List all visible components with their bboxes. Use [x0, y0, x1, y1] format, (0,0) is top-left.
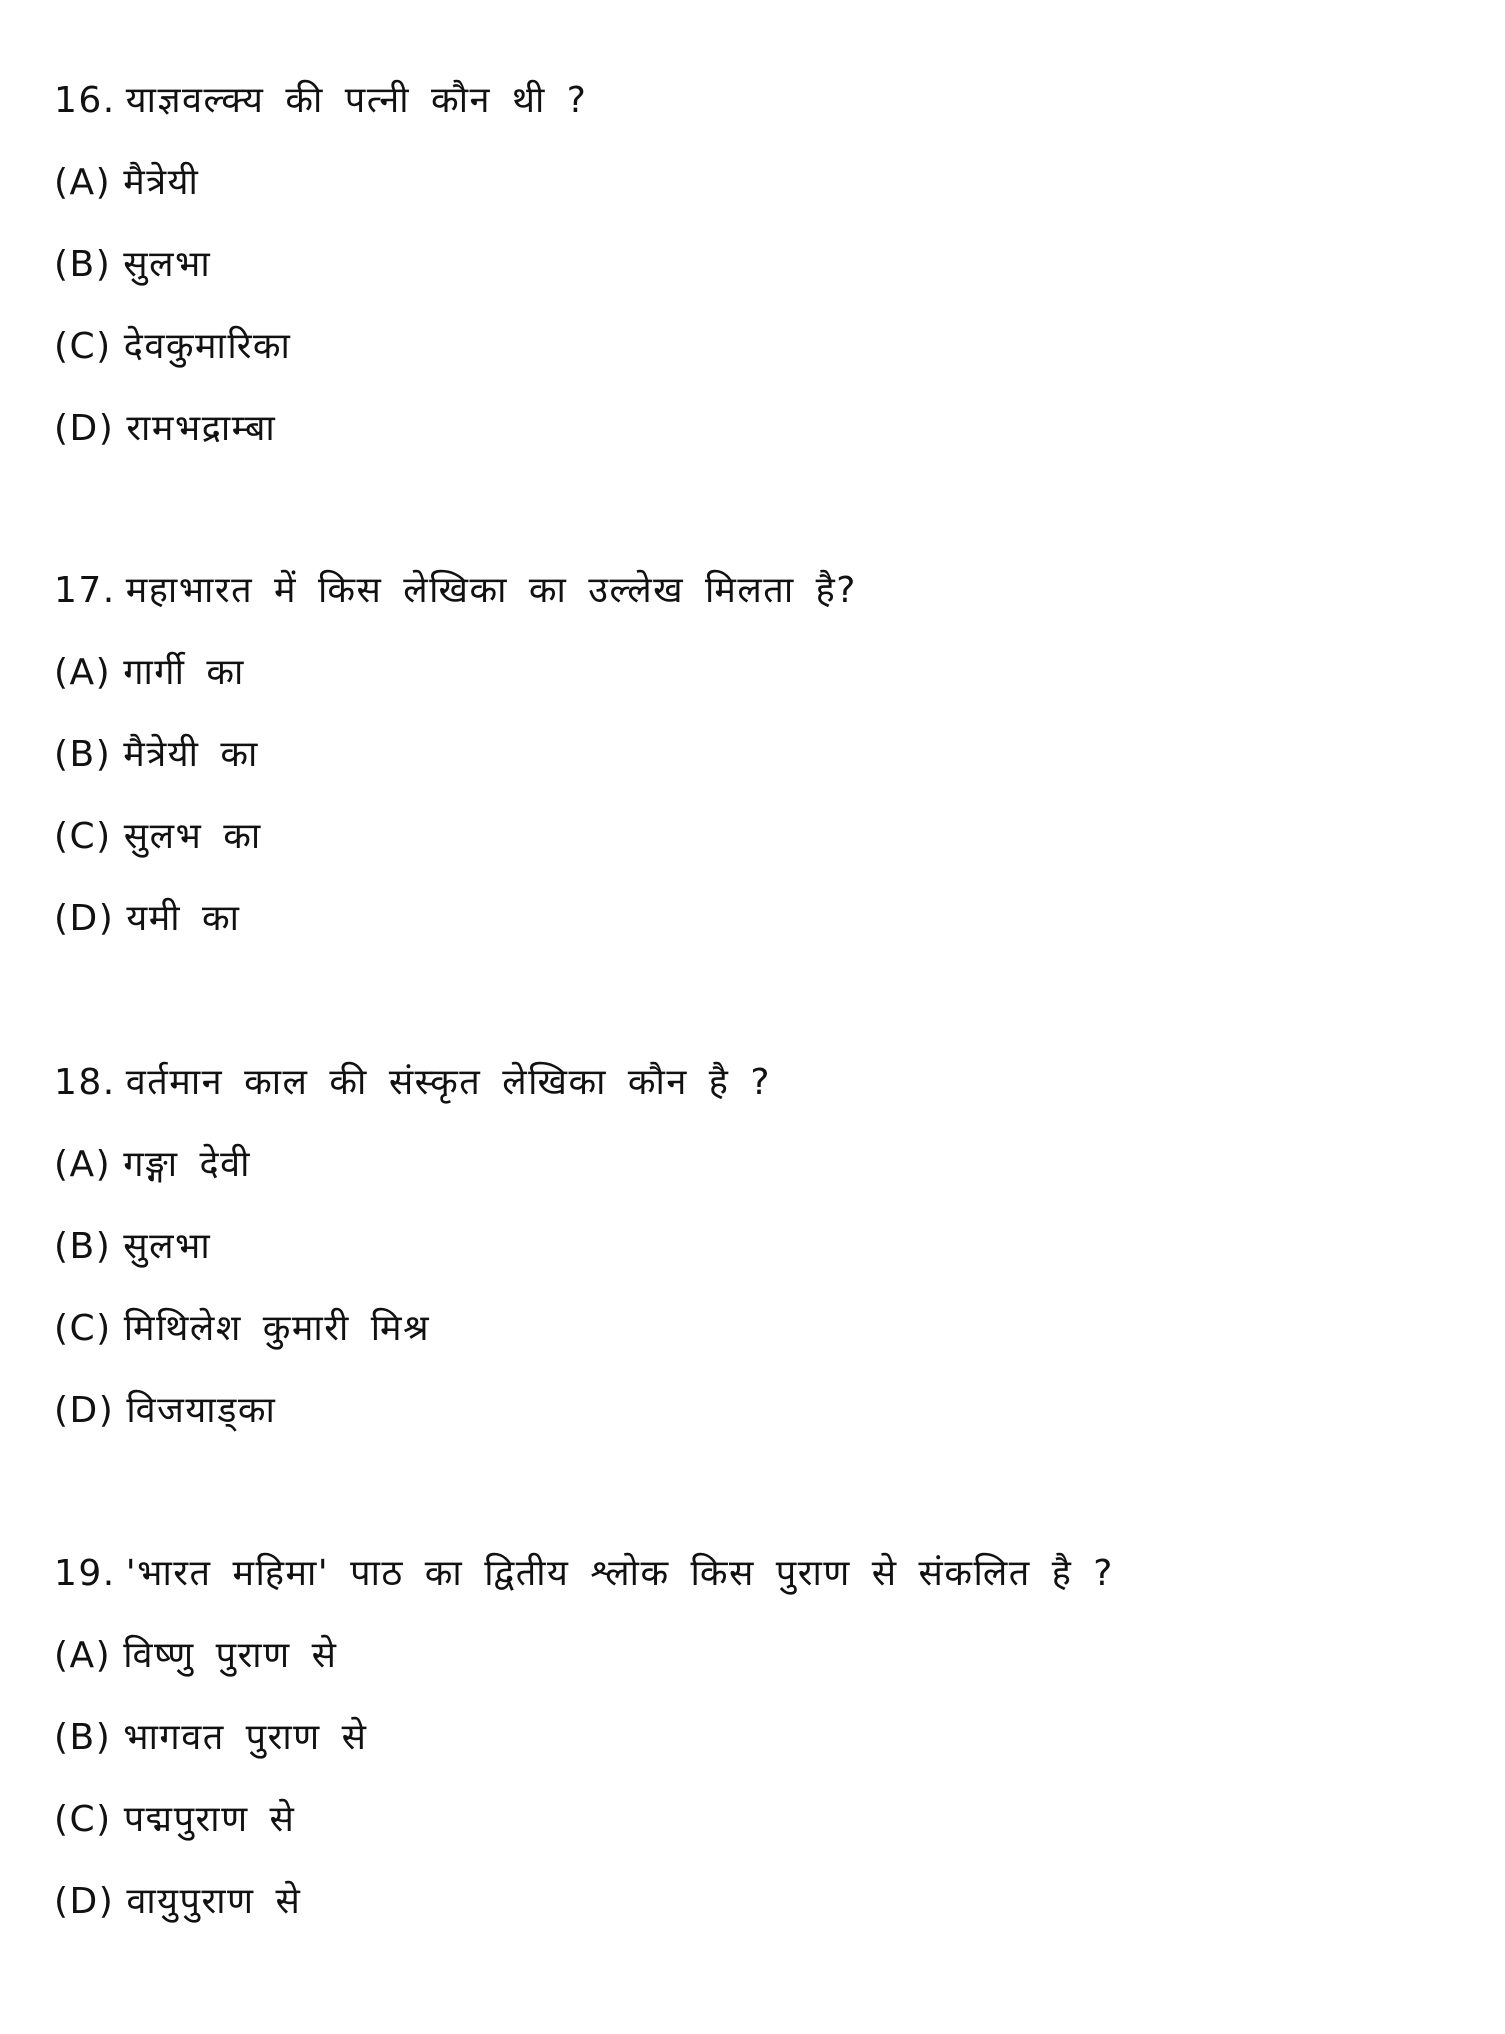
option-text: सुलभा	[123, 244, 212, 285]
option-label: (A)	[54, 652, 112, 693]
option-text: मैत्रेयी	[123, 162, 200, 203]
option-d	[54, 1871, 1454, 1953]
option-a	[54, 642, 1454, 724]
question-text: याज्ञवल्क्य की पत्नी कौन थी ?	[125, 80, 588, 121]
option-a	[54, 152, 1454, 234]
option-label: (A)	[54, 1635, 112, 1676]
question-number: 18.	[54, 1062, 116, 1103]
option-b	[54, 724, 1454, 806]
option-d	[54, 888, 1454, 970]
option-text: वायुपुराण से	[126, 1881, 302, 1922]
option-c	[54, 806, 1454, 888]
option-text: सुलभ का	[123, 816, 262, 857]
option-d	[54, 1380, 1454, 1462]
question-text: महाभारत में किस लेखिका का उल्लेख मिलता है?	[125, 570, 857, 611]
option-label: (A)	[54, 1144, 112, 1185]
option-text: रामभद्राम्बा	[126, 408, 277, 449]
option-label: (B)	[54, 244, 112, 285]
option-b	[54, 234, 1454, 316]
option-text: मिथिलेश कुमारी मिश्र	[123, 1308, 431, 1349]
option-text: भागवत पुराण से	[123, 1717, 368, 1758]
option-text: मैत्रेयी का	[123, 734, 259, 775]
option-label: (B)	[54, 734, 112, 775]
option-text: पद्मपुराण से	[123, 1799, 296, 1840]
question-18	[54, 1052, 1454, 1462]
option-text: देवकुमारिका	[123, 326, 292, 367]
option-text: गङ्गा देवी	[123, 1144, 251, 1185]
option-label: (C)	[54, 816, 112, 857]
option-label: (C)	[54, 1308, 112, 1349]
option-label: (D)	[54, 1390, 115, 1431]
question-stem	[54, 1052, 1454, 1134]
option-text: गार्गी का	[123, 652, 245, 693]
question-stem	[54, 1543, 1454, 1625]
option-label: (B)	[54, 1226, 112, 1267]
option-label: (A)	[54, 162, 112, 203]
option-b	[54, 1707, 1454, 1789]
question-number: 16.	[54, 80, 116, 121]
question-text: वर्तमान काल की संस्कृत लेखिका कौन है ?	[125, 1062, 771, 1103]
question-number: 19.	[54, 1553, 116, 1594]
option-label: (C)	[54, 326, 112, 367]
option-text: विजयाड्का	[126, 1390, 277, 1431]
option-label: (D)	[54, 1881, 115, 1922]
option-text: यमी का	[126, 898, 241, 939]
option-a	[54, 1134, 1454, 1216]
option-c	[54, 1789, 1454, 1871]
option-label: (C)	[54, 1799, 112, 1840]
option-text: सुलभा	[123, 1226, 212, 1267]
option-c	[54, 1298, 1454, 1380]
option-a	[54, 1625, 1454, 1707]
option-text: विष्णु पुराण से	[123, 1635, 338, 1676]
option-c	[54, 316, 1454, 398]
question-text: 'भारत महिमा' पाठ का द्वितीय श्लोक किस पुराण से संकलित है ?	[125, 1553, 1114, 1594]
question-stem	[54, 560, 1454, 642]
question-16	[54, 70, 1454, 480]
option-d	[54, 398, 1454, 480]
question-19	[54, 1543, 1454, 1953]
question-number: 17.	[54, 570, 116, 611]
option-label: (B)	[54, 1717, 112, 1758]
option-label: (D)	[54, 898, 115, 939]
question-17	[54, 560, 1454, 970]
question-stem	[54, 70, 1454, 152]
option-b	[54, 1216, 1454, 1298]
option-label: (D)	[54, 408, 115, 449]
